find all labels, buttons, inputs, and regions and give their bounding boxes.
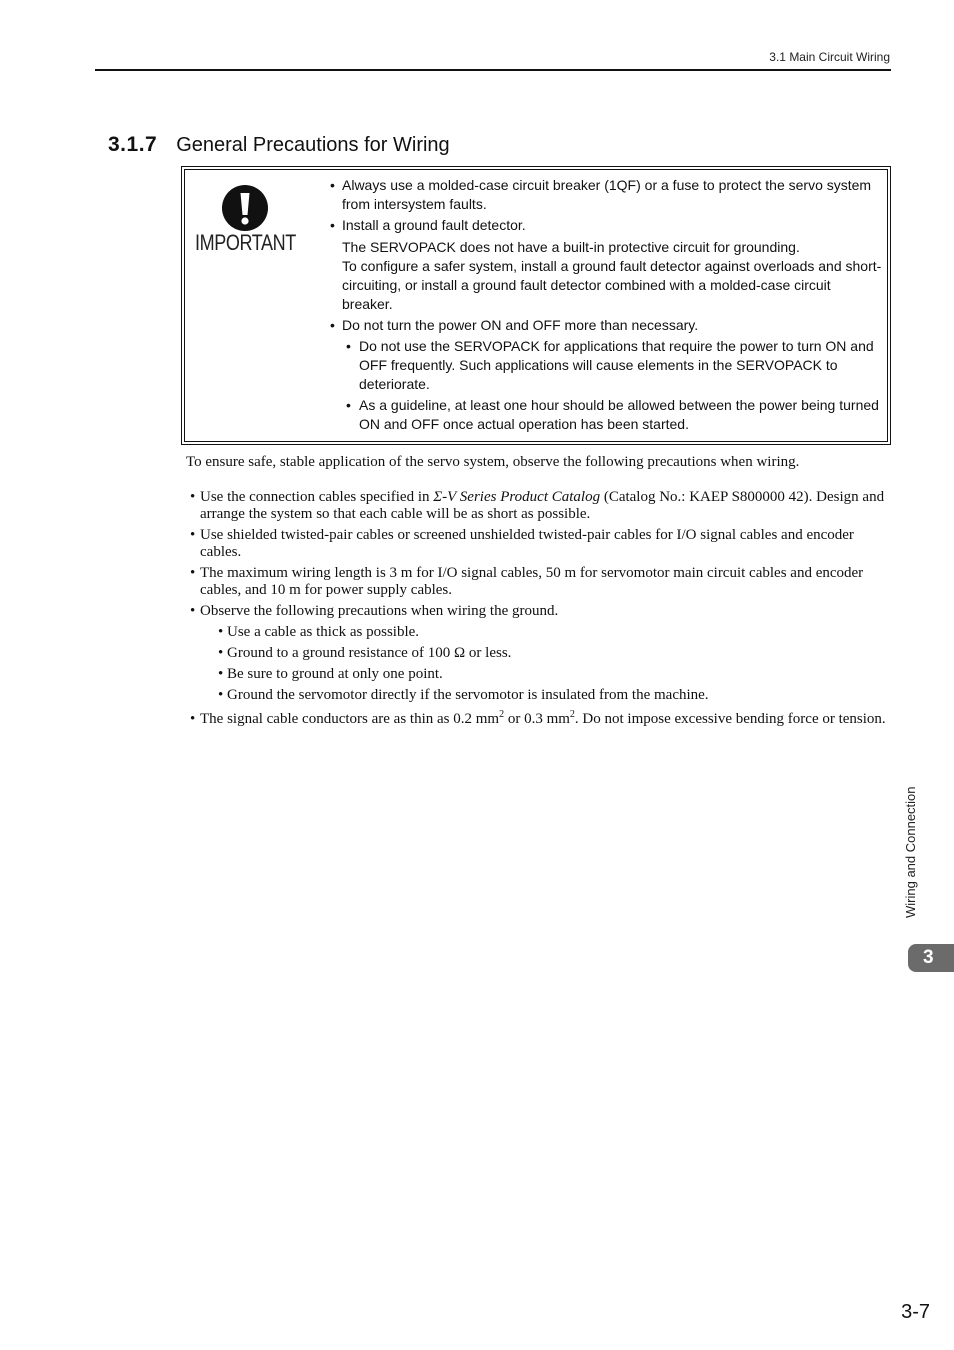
section-heading bbox=[108, 133, 450, 157]
superscript: 2 bbox=[499, 709, 505, 720]
important-paragraph bbox=[328, 238, 884, 314]
list-item-text: The signal cable conductors are as thin as 0.2 mm bbox=[200, 711, 500, 727]
sub-list-item: • Ground the servomotor directly if the servomotor is insulated from the machine. bbox=[200, 687, 886, 704]
important-box bbox=[184, 169, 888, 442]
header-rule bbox=[95, 69, 891, 71]
sub-list-item: • Ground to a ground resistance of 100 Ω or less. bbox=[200, 645, 886, 662]
list-item bbox=[186, 603, 886, 704]
list-item-text: . Do not impose excessive bending force or tension. bbox=[574, 711, 886, 727]
catalog-title: -V Series Product Catalog bbox=[442, 489, 601, 505]
section-title: General Precautions for Wiring bbox=[176, 134, 450, 156]
list-item-text: (Catalog No.: KAEP S800000 42). Design and arrange the system so that each cable will be as short as possible. bbox=[200, 489, 885, 522]
chapter-tab: 3 bbox=[908, 944, 954, 972]
list-item bbox=[186, 711, 886, 728]
important-label: IMPORTANT bbox=[195, 230, 296, 255]
important-subitem: • As a guideline, at least one hour should be allowed between the power being turned ON and OFF once actual operation has been started. bbox=[328, 396, 884, 434]
superscript: 2 bbox=[569, 709, 575, 720]
important-item: • Always use a molded-case circuit breaker (1QF) or a fuse to protect the servo system from intersystem faults. bbox=[328, 176, 884, 214]
chapter-side-title: Wiring and Connection bbox=[903, 786, 918, 918]
important-content bbox=[328, 176, 884, 434]
list-item-text: or 0.3 mm bbox=[504, 711, 570, 727]
list-item bbox=[186, 489, 886, 523]
intro-paragraph: To ensure safe, stable application of the servo system, observe the following precautions when wiring. bbox=[186, 454, 800, 470]
important-paragraph-line: The SERVOPACK does not have a built-in protective circuit for grounding. bbox=[342, 239, 800, 255]
exclamation-icon bbox=[221, 184, 269, 232]
list-item-text: • Observe the following precautions when wiring the ground. bbox=[200, 603, 559, 619]
precautions-list bbox=[186, 489, 886, 732]
section-number: 3.1.7 bbox=[108, 133, 158, 156]
important-item: • Do not turn the power ON and OFF more than necessary. bbox=[328, 316, 884, 335]
sub-list-item: • Use a cable as thick as possible. bbox=[200, 624, 886, 641]
list-item: • The maximum wiring length is 3 m for I/O signal cables, 50 m for servomotor main circuit cables and encoder cables, and 10 m for power supply cables. bbox=[186, 565, 886, 599]
important-subitem: • Do not use the SERVOPACK for applications that require the power to turn ON and OFF frequently. Such applications will cause elements in the SERVOPACK to deteriorate. bbox=[328, 337, 884, 394]
sub-list-item: • Be sure to ground at only one point. bbox=[200, 666, 886, 683]
important-paragraph-line: To configure a safer system, install a ground fault detector against overloads and short-circuiting, or install a ground fault detector combined with a molded-case circuit breaker. bbox=[342, 258, 882, 312]
page-number: 3-7 bbox=[901, 1301, 930, 1323]
sigma-symbol: Σ bbox=[433, 489, 443, 505]
list-item-text: Use the connection cables specified in bbox=[200, 489, 434, 505]
list-item: • Use shielded twisted-pair cables or screened unshielded twisted-pair cables for I/O signal cables and encoder cables. bbox=[186, 527, 886, 561]
important-item: • Install a ground fault detector. bbox=[328, 216, 884, 235]
running-header: 3.1 Main Circuit Wiring bbox=[769, 50, 890, 64]
